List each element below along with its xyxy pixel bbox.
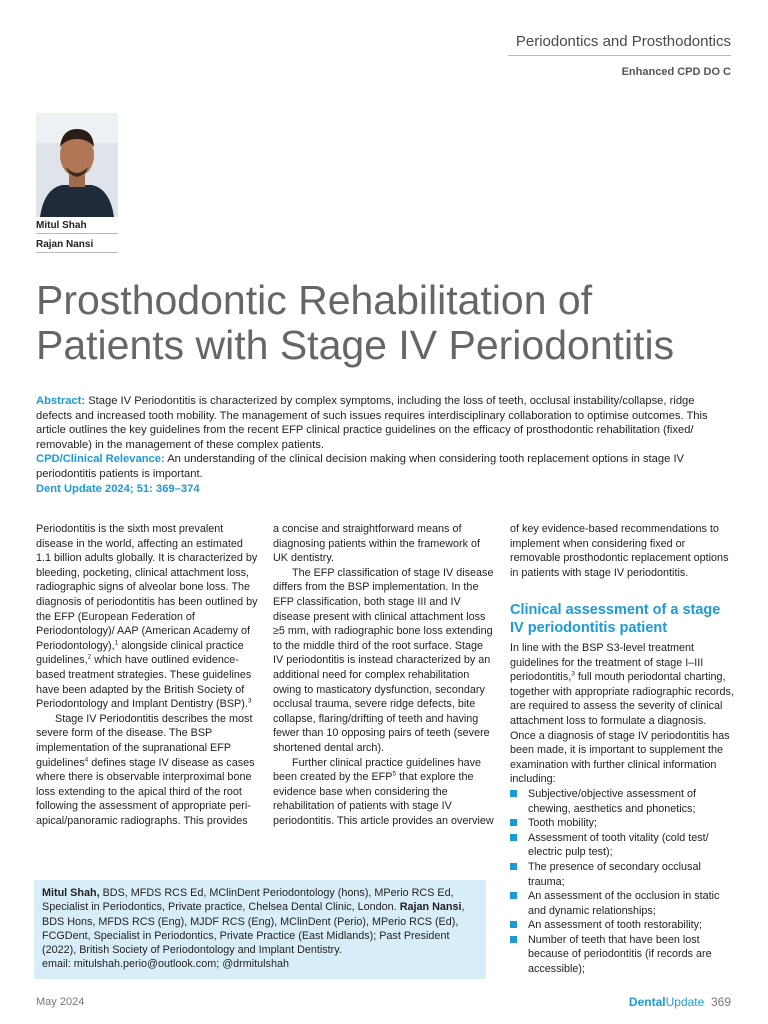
abstract-text: Stage IV Periodontitis is characterized by complex symptoms, including the loss of teeth, occlusal instability/collapse, ridge defects and increased tooth mobility. The management of such issues requires interdisciplinary collaboration to optimise outcomes. This article outlines the key guidelines from the recent EFP clinical practice guidelines on the efficacy of prosthodontic rehabilitation (fixed/ removable) in the management of these complex patients.	[36, 395, 708, 451]
bullet-square-icon	[510, 892, 517, 899]
bullet-square-icon	[510, 819, 517, 826]
bullet-square-icon	[510, 834, 517, 841]
paragraph: of key evidence-based recommendations to implement when considering fixed or removable prosthodontic replacement options in patients with stage IV periodontitis.	[510, 523, 729, 579]
column-3-intro	[510, 522, 734, 580]
author-divider	[36, 252, 118, 253]
journal-name-dental: Dental	[628, 995, 666, 1009]
author-bio-box	[34, 880, 486, 979]
list-item: Assessment of tooth vitality (cold test/ electric pulp test);	[510, 831, 734, 860]
article-title: Prosthodontic Rehabilitation of Patients with Stage IV Periodontitis	[36, 277, 675, 368]
paragraph: The EFP classification of stage IV disease differs from the BSP implementation. In the EFP classification, both stage III and IV disease present with clinical attachment loss ≥5 mm, with radiographic bone loss extending to the middle third of the root surface. Stage IV periodontitis is instead characterized by an additional need for complex rehabilitation owing to masticatory dysfunction, secondary occlusal trauma, severe ridge defects, bite collapse, flaring/drifting of teeth and having fewer than 10 opposing pairs of teeth (severe shortened dental arch).	[273, 566, 494, 754]
cpd-relevance-label: CPD/Clinical Relevance:	[36, 453, 165, 466]
bullet-square-icon	[510, 921, 517, 928]
cpd-label: Enhanced CPD DO C	[621, 66, 731, 78]
footer-journal	[629, 995, 731, 1009]
bullet-square-icon	[510, 790, 517, 797]
author-photo	[36, 113, 118, 217]
paragraph: Periodontitis is the sixth most prevalent disease in the world, affecting an estimated 1.1 billion adults globally. It is characterized by bleeding, pocketing, clinical attachment loss, radiographic signs of alveolar bone loss. The diagnosis of periodontitis has been outlined by the EFP (European Federation of Periodontology)/ AAP (American Academy of Periodontology),$^1$ alongside clinical practice guidelines,$^2$ which have outlined evidence-based treatment strategies. These guidelines have been adapted by the British Society of Periodontology and Implant Dentistry (BSP).$^3$	[36, 523, 258, 711]
paragraph: Stage IV Periodontitis describes the most severe form of the disease. The BSP implementation of the supranational EFP guidelines$^4$ defines stage IV disease as cases where there is observable interproximal bone loss extending to the apical third of the root following the assessment of appropriate peri-apical/panoramic radiographs. This provides	[36, 712, 255, 827]
bullet-square-icon	[510, 936, 517, 943]
paragraph: In line with the BSP S3-level treatment guidelines for the treatment of stage I–III periodontitis,$^3$ full mouth periodontal charting, together with appropriate radiographic records, are required to assess the severity of clinical attachment loss to formulate a diagnosis. Once a diagnosis of stage IV periodontitis has been made, it is important to supplement the examination with further clinical information including:	[510, 642, 734, 786]
paragraph: Further clinical practice guidelines have been created by the EFP$^5$ that explore the evidence base when considering the rehabilitation of patients with stage IV periodontitis. This article provides an overview	[273, 756, 494, 827]
bullet-square-icon	[510, 863, 517, 870]
journal-name-update: Update	[665, 995, 705, 1009]
cpd-relevance-text: An understanding of the clinical decision making when considering tooth replacement options in stage IV periodontitis patients is important.	[36, 453, 685, 480]
footer-date: May 2024	[36, 996, 85, 1008]
paragraph: a concise and straightforward means of diagnosing patients within the framework of UK dentistry.	[273, 523, 481, 565]
abstract-label: Abstract:	[36, 395, 86, 407]
list-item: The presence of secondary occlusal trauma;	[510, 860, 734, 889]
bio-name-2: Rajan Nansi	[399, 901, 462, 914]
author-name-1: Mitul Shah	[36, 220, 87, 231]
header-divider	[508, 55, 731, 56]
column-2	[273, 522, 495, 828]
citation: Dent Update 2024; 51: 369–374	[36, 482, 200, 495]
column-3	[510, 641, 734, 977]
column-1	[36, 522, 258, 828]
list-item: Subjective/objective assessment of chewing, aesthetics and phonetics;	[510, 787, 734, 816]
page-number: 369	[710, 995, 731, 1009]
bio-text-1: BDS, MFDS RCS Ed, MClinDent Periodontology (hons), MPerio RCS Ed, Specialist in Periodontics, Private practice, Chelsea Dental Clinic, London.	[42, 887, 454, 914]
section-heading: Clinical assessment of a stage IV periodontitis patient	[510, 602, 721, 636]
section-title: Periodontics and Prosthodontics	[515, 33, 731, 50]
assessment-list	[510, 787, 734, 977]
list-item: Tooth mobility;	[510, 816, 734, 831]
abstract	[36, 394, 732, 496]
list-item: An assessment of tooth restorability;	[510, 918, 734, 933]
bio-name-1: Mitul Shah,	[42, 887, 100, 899]
list-item: An assessment of the occlusion in static and dynamic relationships;	[510, 889, 734, 918]
author-name-2: Rajan Nansi	[36, 239, 94, 250]
bio-text-2: , BDS Hons, MFDS RCS (Eng), MJDF RCS (Eng), MClinDent (Perio), MPerio RCS (Ed), FCGDent, Specialist in Periodontics, Private Practice (East Midlands); Past President (2022), British Society of Periodontology and Implant Dentistry.	[42, 901, 465, 957]
list-item: Number of teeth that have been lost because of periodontitis (if records are accessible);	[510, 933, 734, 977]
bio-email: email: mitulshah.perio@outlook.com; @drmitulshah	[42, 958, 289, 971]
author-divider	[36, 233, 118, 234]
